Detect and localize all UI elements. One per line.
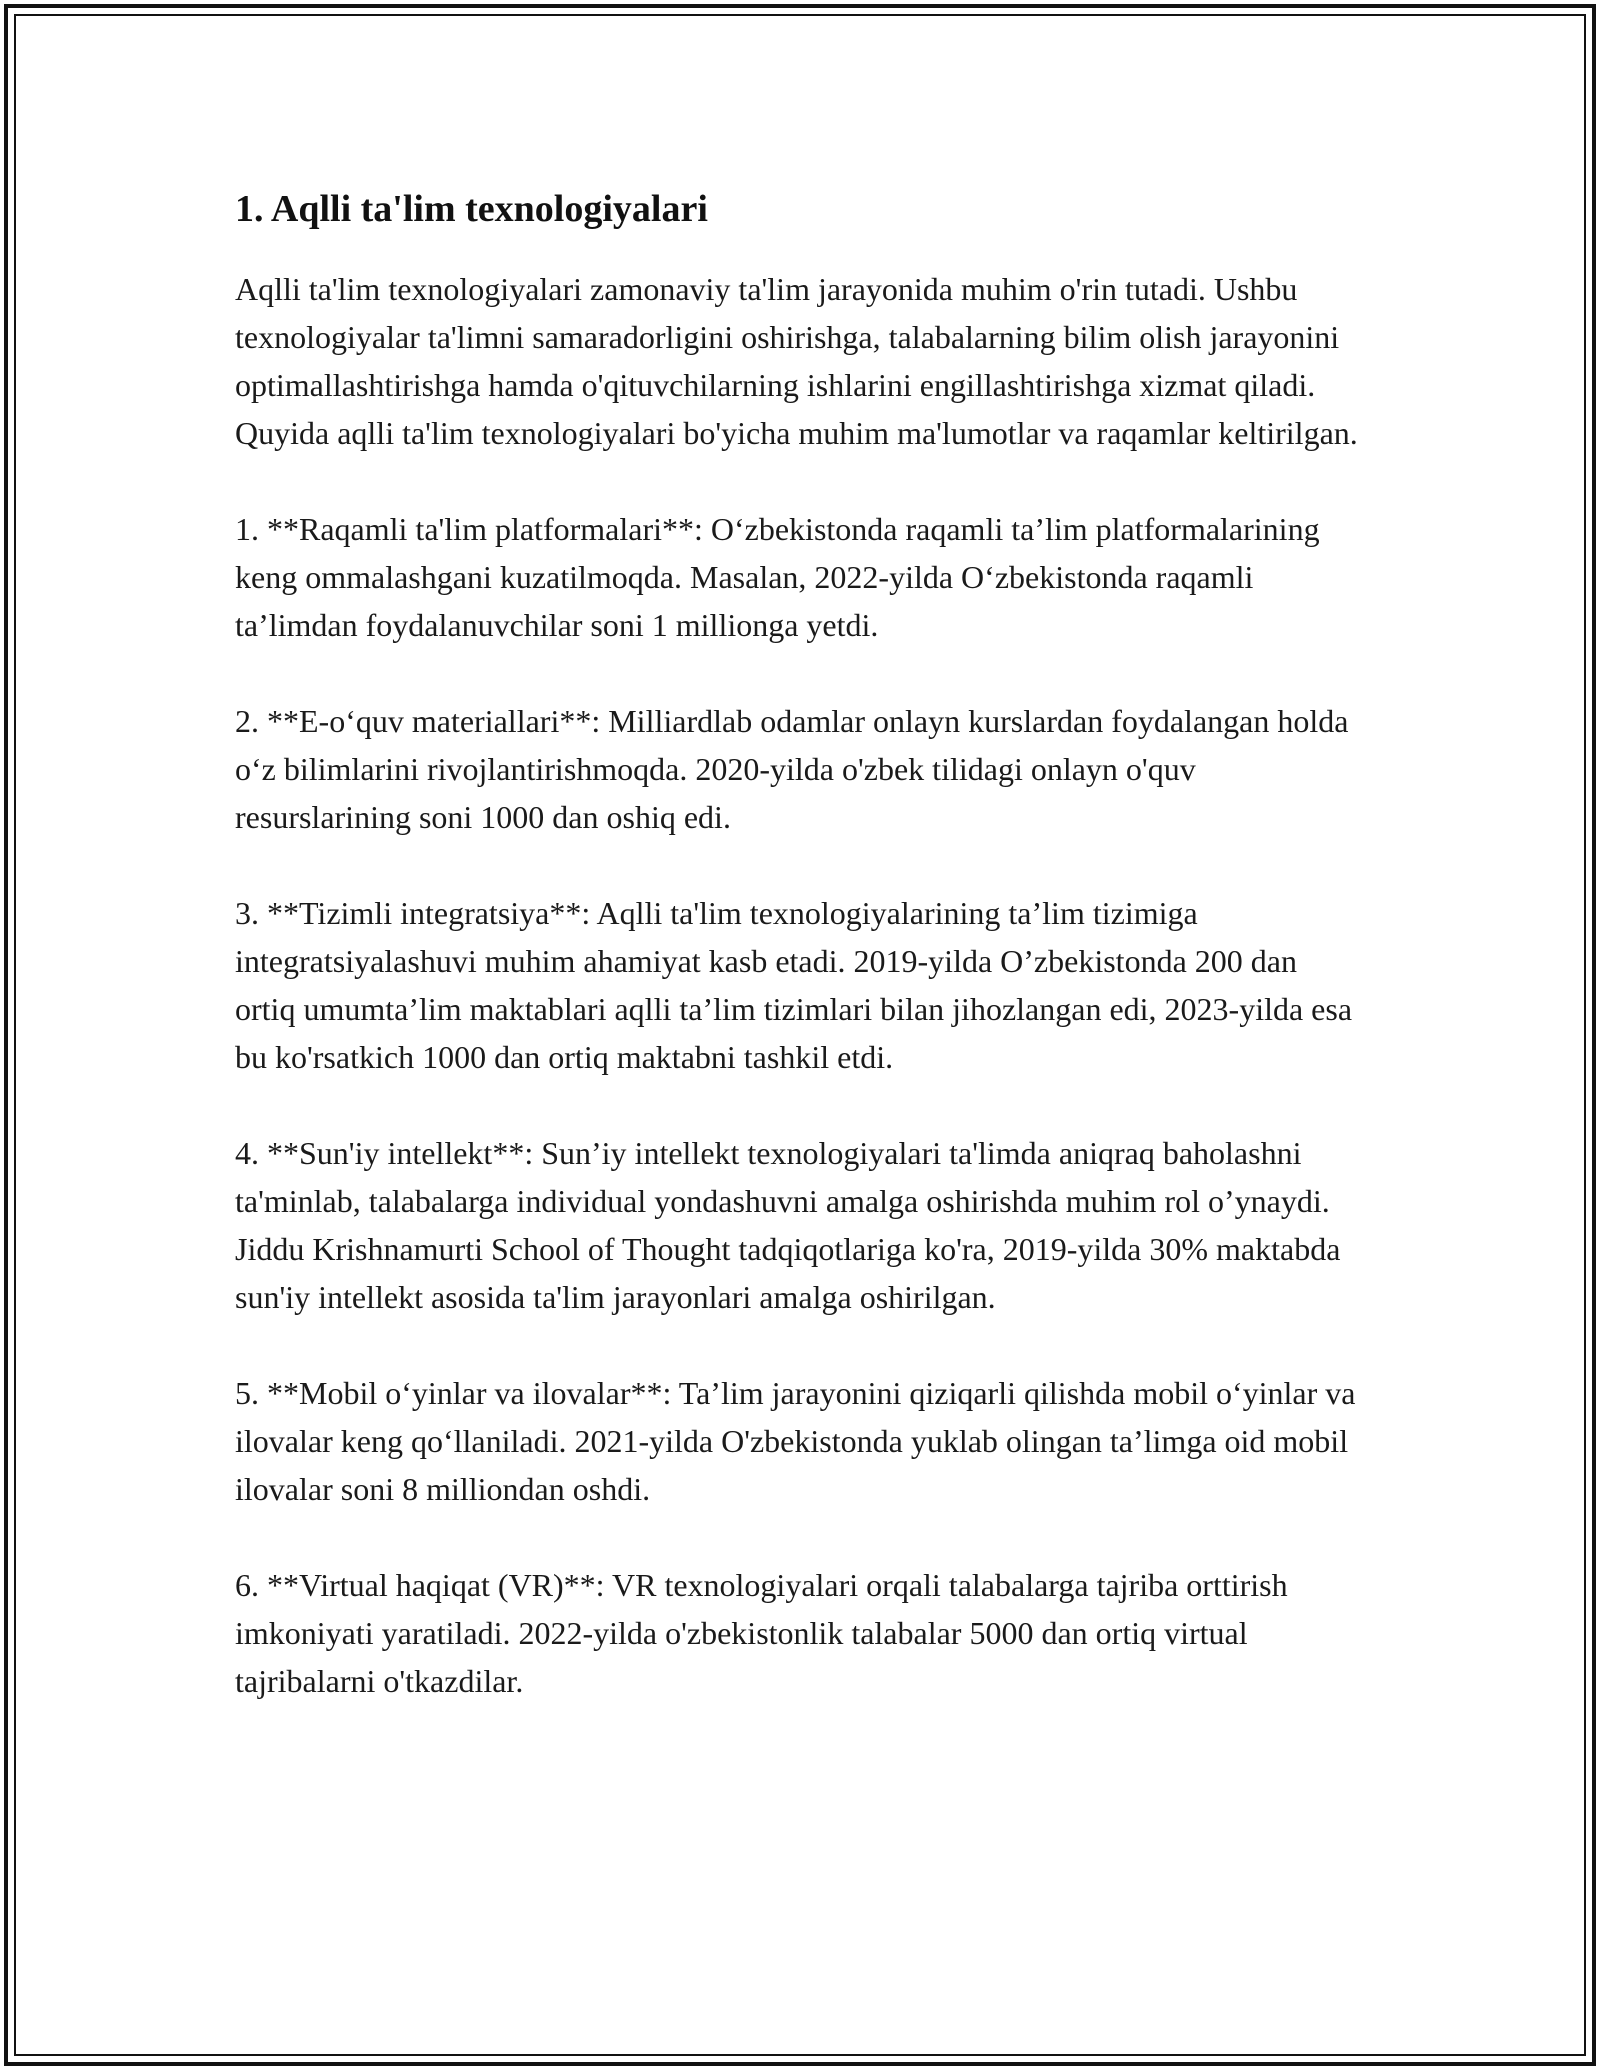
list-item-artificial-intelligence: 4. **Sun'iy intellekt**: Sun’iy intellekt texnologiyalari ta'limda aniqraq baholashni ta'minlab, talabalarga individual yondashuvni amalga oshirishda muhim rol o’ynaydi. Jiddu Krishnamurti School of Thought tadqiqotlariga ko'ra, 2019-yilda 30% maktabda sun'iy intellekt asosida ta'lim jarayonlari amalga oshirilgan.	[235, 1135, 1341, 1315]
list-item-digital-platforms: 1. **Raqamli ta'lim platformalari**: O‘zbekistonda raqamli ta’lim platformalarining keng ommalashgani kuzatilmoqda. Masalan, 2022-yilda O‘zbekistonda raqamli ta’limdan foydalanuvchilar soni 1 millionga yetdi.	[235, 511, 1320, 643]
document-title: 1. Aqlli ta'lim texnologiyalari	[235, 188, 708, 230]
document-body	[235, 185, 1365, 1753]
list-item-system-integration: 3. **Tizimli integratsiya**: Aqlli ta'lim texnologiyalarining ta’lim tizimiga integratsiyalashuvi muhim ahamiyat kasb etadi. 2019-yilda O’zbekistonda 200 dan ortiq umumta’lim maktablari aqlli ta’lim tizimlari bilan jihozlangan edi, 2023-yilda esa bu ko'rsatkich 1000 dan ortiq maktabni tashkil etdi.	[235, 895, 1353, 1075]
list-item-virtual-reality: 6. **Virtual haqiqat (VR)**: VR texnologiyalari orqali talabalarga tajriba orttirish imkoniyati yaratiladi. 2022-yilda o'zbekistonlik talabalar 5000 dan ortiq virtual tajribalarni o'tkazdilar.	[235, 1567, 1288, 1699]
list-item-mobile-games-apps: 5. **Mobil o‘yinlar va ilovalar**: Ta’lim jarayonini qiziqarli qilishda mobil o‘yinlar va ilovalar keng qo‘llaniladi. 2021-yilda O'zbekistonda yuklab olingan ta’limga oid mobil ilovalar soni 8 milliondan oshdi.	[235, 1375, 1356, 1507]
list-item-e-learning-materials: 2. **E-o‘quv materiallari**: Milliardlab odamlar onlayn kurslardan foydalangan holda o‘z bilimlarini rivojlantirishmoqda. 2020-yilda o'zbek tilidagi onlayn o'quv resurslarining soni 1000 dan oshiq edi.	[235, 703, 1349, 835]
intro-paragraph: Aqlli ta'lim texnologiyalari zamonaviy ta'lim jarayonida muhim o'rin tutadi. Ushbu texnologiyalar ta'limni samaradorligini oshirishga, talabalarning bilim olish jarayonini optimallashtirishga hamda o'qituvchilarning ishlarini engillashtirishga xizmat qiladi. Quyida aqlli ta'lim texnologiyalari bo'yicha muhim ma'lumotlar va raqamlar keltirilgan.	[235, 271, 1358, 451]
